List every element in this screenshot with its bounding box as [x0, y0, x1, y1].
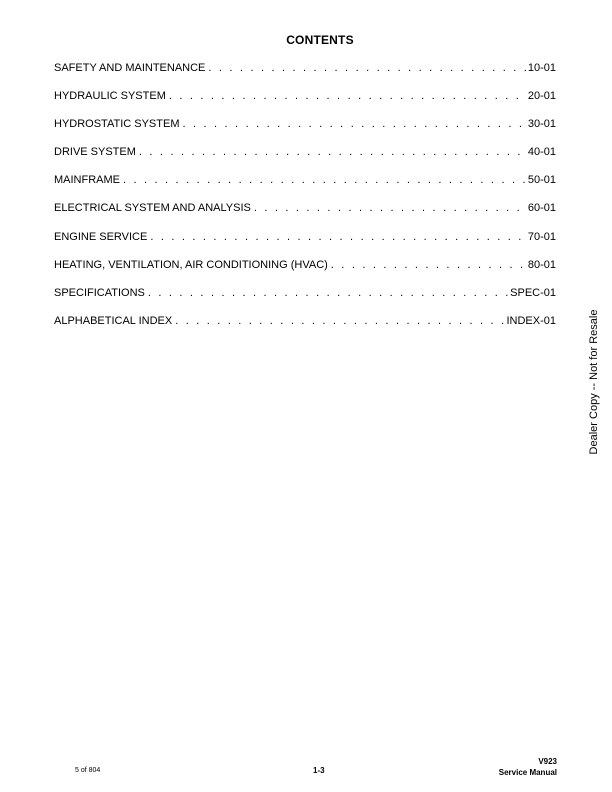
footer-model: V923 — [538, 757, 557, 766]
toc-entry-page: 60-01 — [527, 202, 556, 215]
toc-entry-hydrostatic-system[interactable] — [54, 117, 556, 145]
toc-dot-leader — [148, 286, 508, 300]
toc-entry-specifications[interactable] — [54, 286, 556, 314]
page-title: CONTENTS — [286, 33, 354, 47]
toc-entry-page: 10-01 — [527, 62, 556, 74]
toc-entry-page: INDEX-01 — [506, 314, 556, 327]
toc-entry-mainframe[interactable] — [54, 173, 556, 201]
toc-entry-label: ELECTRICAL SYSTEM AND ANALYSIS — [54, 202, 251, 215]
dealer-copy-watermark: Dealer Copy -- Not for Resale — [588, 309, 600, 455]
toc-dot-leader — [123, 173, 526, 187]
table-of-contents — [54, 61, 556, 342]
toc-entry-page: 30-01 — [527, 118, 556, 131]
toc-entry-label: SAFETY AND MAINTENANCE — [54, 62, 206, 74]
toc-entry-label: HYDRAULIC SYSTEM — [54, 90, 166, 103]
toc-entry-label: ALPHABETICAL INDEX — [54, 314, 173, 327]
footer-page-count: 5 of 804 — [75, 767, 101, 774]
footer-manual-title: Service Manual — [498, 768, 557, 777]
toc-entry-drive-system[interactable] — [54, 145, 556, 173]
toc-entry-hvac[interactable] — [54, 258, 556, 286]
toc-entry-alphabetical-index[interactable] — [54, 314, 556, 342]
toc-entry-page: 80-01 — [527, 258, 556, 271]
toc-entry-page: SPEC-01 — [510, 286, 556, 299]
toc-dot-leader — [175, 314, 504, 328]
toc-entry-safety-and-maintenance[interactable] — [54, 61, 556, 89]
toc-entry-label: SPECIFICATIONS — [54, 286, 145, 299]
toc-entry-label: HYDROSTATIC SYSTEM — [54, 118, 180, 131]
toc-entry-engine-service[interactable] — [54, 230, 556, 258]
footer-page-number: 1-3 — [313, 766, 325, 775]
toc-entry-page: 50-01 — [527, 174, 556, 187]
toc-dot-leader — [150, 230, 526, 244]
toc-dot-leader — [139, 145, 526, 159]
toc-dot-leader — [331, 258, 526, 272]
toc-entry-page: 20-01 — [527, 90, 556, 103]
toc-entry-electrical-system[interactable] — [54, 201, 556, 229]
toc-dot-leader — [169, 89, 526, 103]
toc-entry-label: MAINFRAME — [54, 174, 120, 187]
toc-entry-label: ENGINE SERVICE — [54, 230, 148, 243]
toc-entry-page: 40-01 — [527, 146, 556, 159]
toc-entry-label: DRIVE SYSTEM — [54, 146, 136, 159]
toc-dot-leader — [254, 201, 526, 215]
toc-dot-leader — [208, 61, 525, 75]
toc-dot-leader — [183, 117, 526, 131]
toc-entry-page: 70-01 — [527, 230, 556, 243]
toc-entry-label: HEATING, VENTILATION, AIR CONDITIONING (HVAC) — [54, 258, 328, 271]
footer-manual-id — [499, 756, 557, 778]
toc-entry-hydraulic-system[interactable] — [54, 89, 556, 117]
